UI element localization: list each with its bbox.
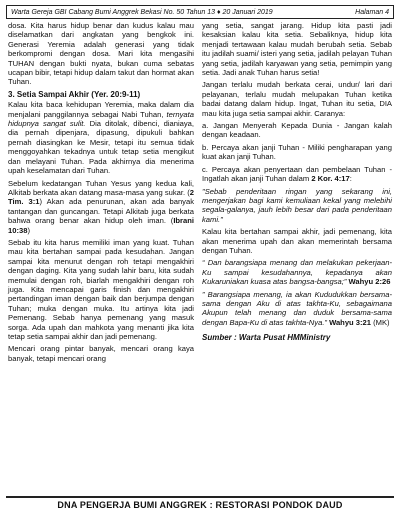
paragraph: Sebab itu kita harus memiliki iman yang kuat. Tuhan mau kita bertahan sampai pada kesudahan. Jangan sampai kita menurut dengan roh tetapi mengakhiri dengan daging. Kita yang sudah lahir baru, kita sudah memulai dengan roh, biarlah mengakhiri dengan roh juga. Kita mencapai garis finish dan mengakhiri pertandingan iman dengan baik dan berjumpa dengan Tuhan; muka dengan muka. Itu artinya kita jadi Pemenang. Sebab hanya pemenang yang masuk sorga. Ada upah dan mahkota yang menanti jika kita tetap setia sampai akhir dan jadi pemenang. bbox=[8, 237, 194, 341]
page-header bbox=[6, 5, 394, 19]
scripture-quote: ” Barangsiapa menang, ia akan Kududukkan bersama-sama dengan Aku di atas takhta-Ku, sebagaimana Akupun telah menang dan duduk bersama-sama dengan Bapa-Ku di atas takhta-Nya.” Wahyu 3:21 (MK) bbox=[202, 289, 392, 327]
header-publication: Warta Gereja GBI Cabang Bumi Anggrek Bekasi No. 50 Tahun 13 ♦ 20 Januari 2019 bbox=[11, 8, 273, 16]
left-column bbox=[8, 21, 194, 366]
scripture-quote: “ Dan barangsiapa menang dan melakukan pekerjaan-Ku sampai kesudahannya, kepadanya akan Kukaruniakan kuasa atas bangsa-bangsa;” Wahyu 2:26 bbox=[202, 258, 392, 287]
paragraph: Kalau kita bertahan sampai akhir, jadi pemenang, kita akan menerima upah dan akan memerintah bersama dengan Tuhan. bbox=[202, 227, 392, 255]
scripture-quote: "Sebab penderitaan ringan yang sekarang ini, mengerjakan bagi kami kemuliaan kekal yang melebihi segala-galanya, jauh lebih besar dari pada penderitaan kami." bbox=[202, 186, 392, 224]
header-page-number: Halaman 4 bbox=[355, 8, 389, 16]
paragraph: yang setia, sangat jarang. Hidup kita pasti jadi kesaksian kalau kita setia. Sebaliknya, hidup kita menjadi tertawaan kalau mudah berubah setia. Sebab itu jadilah suami/ isteri yang setia, jadilah pelayan Tuhan yang setia, jadilah karyawan yang setia, pemimpin yang setia. Jadi anak Tuhan harus setia! bbox=[202, 21, 392, 78]
paragraph: Sebelum kedatangan Tuhan Yesus yang kedua kali, Alkitab berkata akan datang masa-masa yang sukar. (2 Tim. 3:1) Akan ada penurunan, akan ada banyak tantangan dan guncangan. Tetapi Alkitab juga berkata bahwa orang benar akan hidup oleh iman. (Ibrani 10:38) bbox=[8, 178, 195, 235]
list-item: a. Jangan Menyerah Kepada Dunia - Jangan kalah dengan keadaan. bbox=[202, 121, 392, 140]
list-item: b. Percaya akan janji Tuhan - Miliki pengharapan yang kuat akan janji Tuhan. bbox=[202, 142, 392, 162]
paragraph: Mencari orang pintar banyak, mencari orang kaya banyak, tetapi mencari orang bbox=[8, 344, 194, 363]
source-credit: Sumber : Warta Pusat HMMinistry bbox=[202, 333, 331, 343]
paragraph: dosa. Kita harus hidup benar dan kudus kalau mau diselamatkan dari angkatan yang bengkok ini. Generasi Yeremia adalah generasi yang tidak berkompromi dengan dosa. Mari kita mengasihi TUHAN dengan bukti nyata, bukan cuma sebatas ucapan bibir, tetapi hidup dalam takut dan hormat akan Tuhan. bbox=[8, 21, 194, 87]
list-item: c. Percaya akan penyertaan dan pembelaan Tuhan - Ingatlah akan janji Tuhan dalam 2 Kor. 4:17: bbox=[202, 164, 392, 184]
page-footer: DNA PENGERJA BUMI ANGGREK : RESTORASI PONDOK DAUD bbox=[6, 496, 394, 513]
right-column bbox=[202, 21, 392, 343]
paragraph: Jangan terlalu mudah berkata cerai, undur/ lari dari pelayanan, terlalu mudah melupakan Tuhan ketika badai datang dalam hidup. Ingat, Tuhan itu setia, DIA mau kita juga setia sampai akhir. Caranya: bbox=[202, 80, 392, 118]
section-title: 3. Setia Sampai Akhir (Yer. 20:9-11) bbox=[8, 89, 141, 99]
paragraph: Kalau kita baca kehidupan Yeremia, maka dalam dia menjalani panggilannya sebagai Nabi Tuhan, ternyata hidupnya sangat sulit. Dia ditolak, dibenci, dianiaya, dia pernah dipenjara, dipasung, dipukuli bahkan pernah diasingkan ke Mesir, tetapi itu semua tidak menggoyahkan tekadnya untuk tetap setia mengikut dan melayani Tuhan. Pada akhirnya dia menerima upah keselamatan dari Tuhan. bbox=[8, 100, 194, 176]
